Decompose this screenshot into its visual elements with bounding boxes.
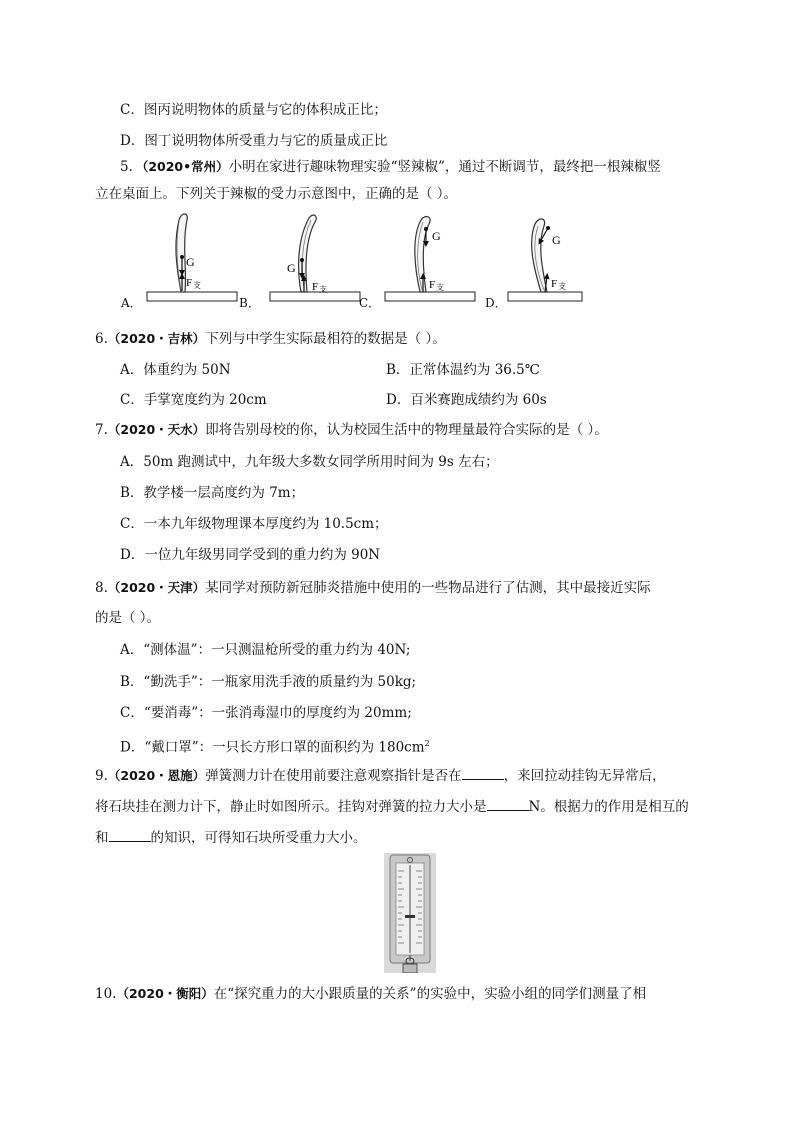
q9-text-3a: 和 <box>95 830 109 846</box>
q9-blank-3[interactable] <box>109 828 151 842</box>
q5-b-f-label: F <box>312 281 319 293</box>
q7-stem-line <box>95 421 608 439</box>
q5-a-g-label: G <box>186 255 195 269</box>
q5-d-f-sub: 支 <box>558 282 566 291</box>
q8-source: （2020・天津） <box>107 580 206 595</box>
q5-d-f-label: F <box>551 278 558 290</box>
q7-stem: 即将告别母校的你，认为校园生活中的物理量最符合实际的是（ ）。 <box>205 422 608 438</box>
spring-scale-svg <box>384 853 436 973</box>
q9-source: （2020・恩施） <box>107 768 206 783</box>
q7-option-c: C．一本九年级物理课本厚度约为 10.5cm； <box>120 516 388 532</box>
q6-stem: 下列与中学生实际最相符的数据是（ ）。 <box>205 331 446 347</box>
q8-number: 8. <box>95 580 108 596</box>
q5-source: （2020•常州） <box>142 159 229 174</box>
q6-stem-line <box>95 330 446 348</box>
q9-text-1a: 弹簧测力计在使用前要注意观察指针是否在 <box>205 768 462 784</box>
prev-option-d: D．图丁说明物体所受重力与它的质量成正比 <box>120 133 388 149</box>
q5-figure-b <box>270 215 360 301</box>
q6-source: （2020・吉林） <box>107 331 206 346</box>
q5-figure-svg <box>115 210 595 314</box>
q6-number: 6. <box>95 331 108 347</box>
q5-c-g-label: G <box>432 229 441 243</box>
q8-option-c: C．“要消毒”：一张消毒湿巾的厚度约为 20mm; <box>120 705 412 721</box>
q8-stem-line2: 的是（ ）。 <box>95 610 161 626</box>
q9-blank-1[interactable] <box>462 766 504 780</box>
q7-option-b: B．教学楼一层高度约为 7m； <box>120 485 305 501</box>
q7-option-d: D．一位九年级男同学受到的重力约为 90N <box>120 547 381 563</box>
q10-source: （2020・衡阳） <box>116 986 214 1001</box>
q5-option-d-label: D． <box>485 296 507 310</box>
prev-option-c: C．图丙说明物体的质量与它的体积成正比； <box>120 102 387 118</box>
q5-number: 5． <box>120 159 143 175</box>
q5-line1 <box>120 158 661 176</box>
q5-a-f-label: F <box>186 277 193 289</box>
q5-option-c-label: C． <box>359 296 381 310</box>
q7-option-a: A．50m 跑测试中，九年级大多数女同学所用时间为 9s 左右； <box>120 454 499 470</box>
q5-b-f-sub: 支 <box>319 285 327 294</box>
q8-option-d <box>120 735 430 757</box>
q9-line2 <box>95 797 689 816</box>
q8-option-d-sup: 2 <box>424 739 430 748</box>
q9-blank-2[interactable] <box>487 797 529 811</box>
q9-text-1b: ，来回拉动挂钩无异常后， <box>503 768 666 784</box>
q6-option-b: B．正常体温约为 36.5℃ <box>386 362 540 378</box>
q7-number: 7. <box>95 422 108 438</box>
q8-option-b: B．“勤洗手”：一瓶家用洗手液的质量约为 50kg; <box>120 674 417 690</box>
q9-text-3b: 的知识，可得知石块所受重力大小。 <box>150 830 367 846</box>
q5-line2: 立在桌面上。下列关于辣椒的受力示意图中，正确的是（ ）。 <box>95 186 458 202</box>
q9-number: 9. <box>95 768 108 784</box>
q8-option-a: A．“测体温”：一只测温枪所受的重力约为 40N; <box>120 642 411 658</box>
q5-b-g-label: G <box>287 261 296 275</box>
q9-line3 <box>95 828 367 847</box>
q5-figures <box>115 210 595 314</box>
q5-stem: 小明在家进行趣味物理实验“竖辣椒”，通过不断调节，最终把一根辣椒竖 <box>228 159 661 175</box>
q5-figure-a <box>147 214 237 301</box>
q9-text-2a: 将石块挂在测力计下，静止时如图所示。挂钩对弹簧的拉力大小是 <box>95 799 487 815</box>
spring-scale-photo <box>384 853 436 973</box>
q5-option-a-label: A． <box>121 296 142 310</box>
q10-stem: 在“探究重力的大小跟质量的关系”的实验中，实验小组的同学们测量了相 <box>213 986 647 1002</box>
q10-number: 10. <box>95 986 117 1002</box>
q9-text-2b: N。根据力的作用是相互的 <box>528 799 689 815</box>
q5-d-g-label: G <box>552 233 561 247</box>
q6-option-d: D．百米赛跑成绩约为 60s <box>386 392 547 408</box>
q8-stem-1: 某同学对预防新冠肺炎措施中使用的一些物品进行了估测，其中最接近实际 <box>205 580 651 596</box>
q8-option-d-text: D．“戴口罩”：一只长方形口罩的面积约为 180cm <box>120 739 425 756</box>
q5-c-f-label: F <box>429 279 436 291</box>
q7-source: （2020・天水） <box>107 422 206 437</box>
q5-a-f-sub: 支 <box>193 281 201 290</box>
q5-option-b-label: B． <box>239 296 260 310</box>
q5-c-f-sub: 支 <box>436 283 444 292</box>
q8-stem-line1 <box>95 579 651 597</box>
q5-figure-d <box>508 219 582 301</box>
q6-option-c: C．手掌宽度约为 20cm <box>120 392 267 408</box>
q6-option-a: A．体重约为 50N <box>120 362 231 378</box>
q5-figure-c <box>385 217 475 301</box>
q10-stem-line <box>95 985 646 1003</box>
q9-line1 <box>95 766 666 785</box>
